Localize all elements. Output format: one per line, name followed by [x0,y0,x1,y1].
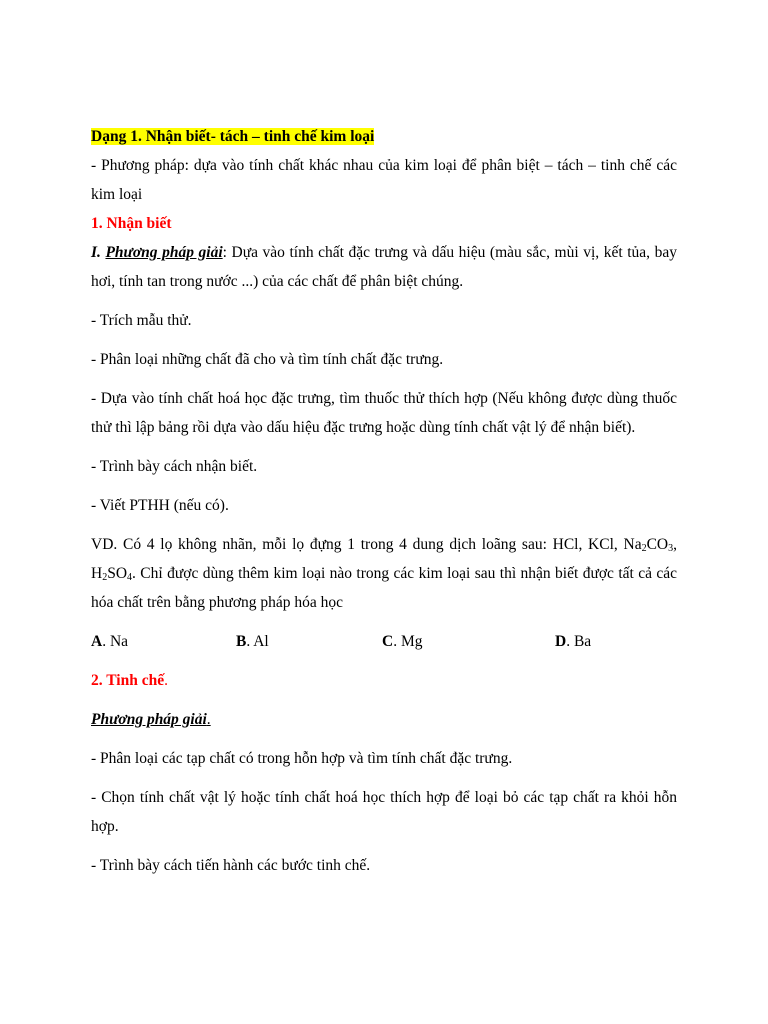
example-question: VD. Có 4 lọ không nhãn, mỗi lọ đựng 1 trong 4 dung dịch loãng sau: HCl, KCl, $Na_2CO_3$, $H_2SO_4$. Chỉ được dùng thêm kim loại nào trong các kim loại sau thì nhận biết được tất cả các hóa chất trên bằng phương pháp hóa học [91,536,677,611]
step-item: - Dựa vào tính chất hoá học đặc trưng, tìm thuốc thử thích hợp (Nếu không được dùng thuốc thử thì lập bảng rồi dựa vào dấu hiệu đặc trưng hoặc dùng tính chất vật lý để nhận biết). [91,390,677,436]
section2-method: Phương pháp giải. [91,711,211,728]
method-label: Phương pháp giải [105,244,223,261]
option-c: C. Mg [382,633,423,650]
step-item: - Phân loại các tạp chất có trong hỗn hợp và tìm tính chất đặc trưng. [91,750,513,767]
section1-method: I. Phương pháp giải: Dựa vào tính chất đặc trưng và dấu hiệu (màu sắc, mùi vị, kết tủa, bay hơi, tính tan trong nước ...) của các chất để phân biệt chúng. [91,244,677,290]
option-b: B. Al [236,633,269,650]
step-item: - Chọn tính chất vật lý hoặc tính chất hoá học thích hợp để loại bỏ các tạp chất ra khỏi hỗn hợp. [91,789,677,835]
document-page [91,122,677,880]
option-d: D. Ba [555,633,592,650]
step-item: - Trình bày cách nhận biết. [91,458,258,475]
document-title [91,122,677,151]
method-label: Phương pháp giải [91,711,207,728]
section2-heading: 2. Tinh chế. [91,672,168,689]
highlighted-title: Dạng 1. Nhận biết- tách – tinh chế kim loại [91,128,375,145]
section1-heading: 1. Nhận biết [91,215,172,232]
step-item: - Phân loại những chất đã cho và tìm tính chất đặc trưng. [91,351,444,368]
option-a: A. Na [91,633,129,650]
step-item: - Trích mẫu thử. [91,312,192,329]
step-item: - Trình bày cách tiến hành các bước tinh chế. [91,857,371,874]
step-item: - Viết PTHH (nếu có). [91,497,229,514]
answer-options [91,627,677,656]
intro-paragraph: - Phương pháp: dựa vào tính chất khác nhau của kim loại để phân biệt – tách – tinh chế các kim loại [91,157,677,203]
